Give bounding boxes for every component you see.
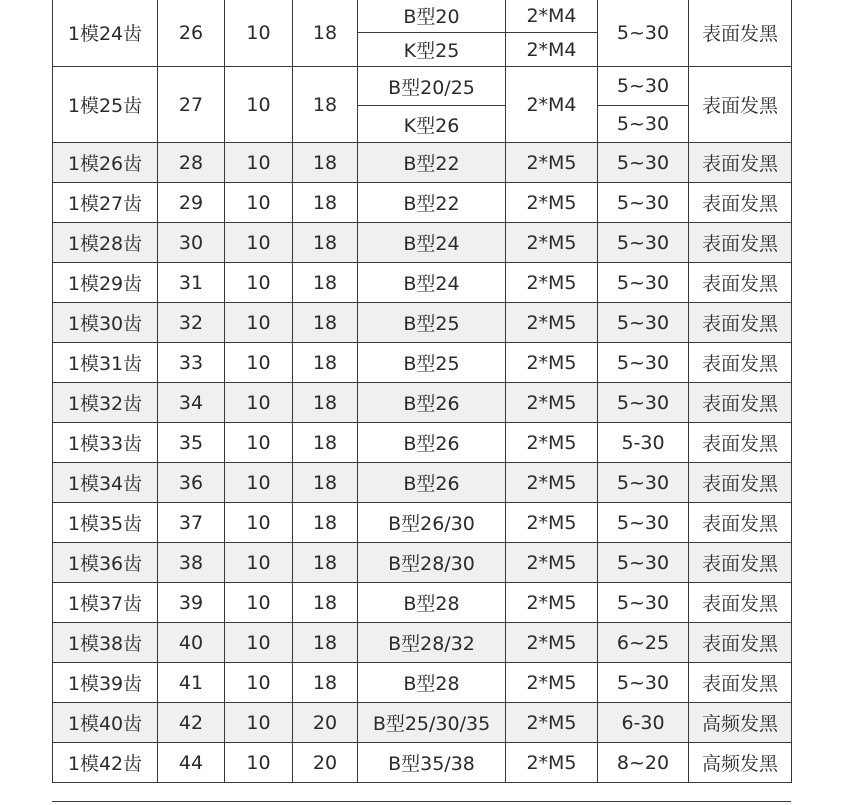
cell-teeth: 41 xyxy=(158,663,225,703)
table-row xyxy=(53,743,792,783)
cell-name: 1模28齿 xyxy=(53,223,158,263)
cell-screw: 2*M5 xyxy=(506,503,598,543)
cell-teeth: 32 xyxy=(158,303,225,343)
cell-range: 5~30 xyxy=(598,303,689,343)
cell-width: 10 xyxy=(225,743,293,783)
cell-bore: B型26 xyxy=(358,423,506,463)
cell-name: 1模32齿 xyxy=(53,383,158,423)
cell-range: 5~30 xyxy=(598,543,689,583)
cell-teeth: 40 xyxy=(158,623,225,663)
cell-range: 5~30 xyxy=(598,183,689,223)
cell-width: 10 xyxy=(225,67,293,143)
cell-teeth: 38 xyxy=(158,543,225,583)
gear-spec-table xyxy=(52,0,792,783)
cell-boss: 18 xyxy=(293,143,358,183)
cell-boss: 20 xyxy=(293,703,358,743)
cell-range: 5~30 xyxy=(598,503,689,543)
cell-screw: 2*M5 xyxy=(506,623,598,663)
cell-boss: 18 xyxy=(293,67,358,143)
cell-width: 10 xyxy=(225,143,293,183)
cell-range: 5~30 xyxy=(598,583,689,623)
cell-name: 1模34齿 xyxy=(53,463,158,503)
cell-range: 5~30 xyxy=(598,0,689,67)
cell-name: 1模29齿 xyxy=(53,263,158,303)
cell-teeth: 27 xyxy=(158,67,225,143)
cell-screw: 2*M5 xyxy=(506,223,598,263)
cell-range: 5~30 xyxy=(598,67,689,106)
table-row xyxy=(53,303,792,343)
cell-boss: 18 xyxy=(293,663,358,703)
cell-boss: 18 xyxy=(293,383,358,423)
cell-range: 5~30 xyxy=(598,223,689,263)
cell-bore: B型20 xyxy=(358,0,506,33)
cell-name: 1模33齿 xyxy=(53,423,158,463)
cell-teeth: 26 xyxy=(158,0,225,67)
cell-teeth: 44 xyxy=(158,743,225,783)
cell-bore: B型25 xyxy=(358,343,506,383)
cell-bore: B型26 xyxy=(358,463,506,503)
table-row xyxy=(53,703,792,743)
cell-boss: 20 xyxy=(293,743,358,783)
cell-bore: B型22 xyxy=(358,143,506,183)
table-body xyxy=(53,0,792,783)
table-row xyxy=(53,0,792,33)
cell-range: 5~30 xyxy=(598,343,689,383)
cell-name: 1模27齿 xyxy=(53,183,158,223)
cell-finish: 表面发黑 xyxy=(689,663,792,703)
cell-teeth: 36 xyxy=(158,463,225,503)
cell-screw: 2*M5 xyxy=(506,343,598,383)
cell-width: 10 xyxy=(225,663,293,703)
cell-bore: B型24 xyxy=(358,223,506,263)
cell-teeth: 34 xyxy=(158,383,225,423)
cell-teeth: 33 xyxy=(158,343,225,383)
cell-screw: 2*M5 xyxy=(506,183,598,223)
cell-bore: B型26 xyxy=(358,383,506,423)
cell-width: 10 xyxy=(225,503,293,543)
cell-boss: 18 xyxy=(293,263,358,303)
cell-teeth: 42 xyxy=(158,703,225,743)
cell-screw: 2*M5 xyxy=(506,143,598,183)
cell-bore: B型25/30/35 xyxy=(358,703,506,743)
cell-range: 5~30 xyxy=(598,106,689,143)
cell-name: 1模25齿 xyxy=(53,67,158,143)
cell-screw: 2*M5 xyxy=(506,463,598,503)
cell-finish: 表面发黑 xyxy=(689,263,792,303)
cell-range: 6~25 xyxy=(598,623,689,663)
cell-name: 1模36齿 xyxy=(53,543,158,583)
cell-screw: 2*M5 xyxy=(506,263,598,303)
cell-teeth: 30 xyxy=(158,223,225,263)
table-row xyxy=(53,143,792,183)
cell-width: 10 xyxy=(225,543,293,583)
cell-name: 1模40齿 xyxy=(53,703,158,743)
cell-screw: 2*M5 xyxy=(506,743,598,783)
cell-screw: 2*M4 xyxy=(506,0,598,33)
cell-teeth: 29 xyxy=(158,183,225,223)
cell-finish: 表面发黑 xyxy=(689,583,792,623)
cell-name: 1模42齿 xyxy=(53,743,158,783)
cell-bore: B型35/38 xyxy=(358,743,506,783)
cell-width: 10 xyxy=(225,0,293,67)
cell-finish: 高频发黑 xyxy=(689,703,792,743)
table-row xyxy=(53,543,792,583)
cell-screw: 2*M5 xyxy=(506,543,598,583)
cell-finish: 表面发黑 xyxy=(689,183,792,223)
cell-finish: 表面发黑 xyxy=(689,0,792,67)
cell-boss: 18 xyxy=(293,583,358,623)
cell-width: 10 xyxy=(225,623,293,663)
cell-width: 10 xyxy=(225,343,293,383)
cell-teeth: 39 xyxy=(158,583,225,623)
cell-width: 10 xyxy=(225,703,293,743)
cell-boss: 18 xyxy=(293,303,358,343)
cell-bore: B型28/30 xyxy=(358,543,506,583)
table-row xyxy=(53,383,792,423)
cell-bore: B型24 xyxy=(358,263,506,303)
cell-width: 10 xyxy=(225,423,293,463)
cell-boss: 18 xyxy=(293,503,358,543)
cell-width: 10 xyxy=(225,223,293,263)
cell-range: 6-30 xyxy=(598,703,689,743)
table-row xyxy=(53,463,792,503)
cell-range: 5~30 xyxy=(598,663,689,703)
table-row xyxy=(53,663,792,703)
cell-bore: B型25 xyxy=(358,303,506,343)
cell-range: 5~30 xyxy=(598,143,689,183)
cell-range: 8~20 xyxy=(598,743,689,783)
cell-teeth: 37 xyxy=(158,503,225,543)
cell-screw: 2*M4 xyxy=(506,33,598,67)
spec-table-container xyxy=(52,0,791,783)
cell-teeth: 28 xyxy=(158,143,225,183)
cell-finish: 表面发黑 xyxy=(689,423,792,463)
cell-finish: 表面发黑 xyxy=(689,383,792,423)
cell-bore: B型28 xyxy=(358,583,506,623)
cell-bore: B型28 xyxy=(358,663,506,703)
cell-name: 1模30齿 xyxy=(53,303,158,343)
table-row xyxy=(53,623,792,663)
cell-finish: 表面发黑 xyxy=(689,623,792,663)
cell-teeth: 35 xyxy=(158,423,225,463)
cell-range: 5-30 xyxy=(598,423,689,463)
cell-name: 1模38齿 xyxy=(53,623,158,663)
cell-finish: 表面发黑 xyxy=(689,143,792,183)
cell-screw: 2*M5 xyxy=(506,583,598,623)
cell-boss: 18 xyxy=(293,623,358,663)
cell-boss: 18 xyxy=(293,543,358,583)
cell-name: 1模39齿 xyxy=(53,663,158,703)
cell-finish: 表面发黑 xyxy=(689,67,792,143)
cell-range: 5~30 xyxy=(598,463,689,503)
cell-bore: K型26 xyxy=(358,106,506,143)
cell-screw: 2*M5 xyxy=(506,423,598,463)
table-row xyxy=(53,223,792,263)
table-continuation-edge xyxy=(52,801,791,805)
cell-bore: B型26/30 xyxy=(358,503,506,543)
cell-finish: 表面发黑 xyxy=(689,543,792,583)
table-row xyxy=(53,263,792,303)
table-row xyxy=(53,343,792,383)
table-row xyxy=(53,67,792,106)
cell-finish: 表面发黑 xyxy=(689,503,792,543)
table-row xyxy=(53,183,792,223)
cell-width: 10 xyxy=(225,583,293,623)
table-row xyxy=(53,583,792,623)
cell-boss: 18 xyxy=(293,343,358,383)
cell-finish: 表面发黑 xyxy=(689,303,792,343)
cell-name: 1模37齿 xyxy=(53,583,158,623)
cell-name: 1模35齿 xyxy=(53,503,158,543)
cell-width: 10 xyxy=(225,183,293,223)
cell-width: 10 xyxy=(225,383,293,423)
cell-boss: 18 xyxy=(293,183,358,223)
cell-screw: 2*M5 xyxy=(506,703,598,743)
cell-range: 5~30 xyxy=(598,383,689,423)
cell-screw: 2*M5 xyxy=(506,303,598,343)
cell-screw: 2*M4 xyxy=(506,67,598,143)
cell-bore: B型20/25 xyxy=(358,67,506,106)
cell-range: 5~30 xyxy=(598,263,689,303)
cell-boss: 18 xyxy=(293,223,358,263)
cell-screw: 2*M5 xyxy=(506,383,598,423)
cell-name: 1模26齿 xyxy=(53,143,158,183)
cell-finish: 表面发黑 xyxy=(689,343,792,383)
cell-boss: 18 xyxy=(293,0,358,67)
cell-width: 10 xyxy=(225,463,293,503)
cell-bore: B型22 xyxy=(358,183,506,223)
cell-screw: 2*M5 xyxy=(506,663,598,703)
cell-name: 1模31齿 xyxy=(53,343,158,383)
cell-bore: K型25 xyxy=(358,33,506,67)
cell-boss: 18 xyxy=(293,423,358,463)
cell-finish: 表面发黑 xyxy=(689,223,792,263)
cell-finish: 高频发黑 xyxy=(689,743,792,783)
cell-finish: 表面发黑 xyxy=(689,463,792,503)
cell-name: 1模24齿 xyxy=(53,0,158,67)
cell-bore: B型28/32 xyxy=(358,623,506,663)
cell-boss: 18 xyxy=(293,463,358,503)
table-row xyxy=(53,503,792,543)
cell-width: 10 xyxy=(225,263,293,303)
cell-width: 10 xyxy=(225,303,293,343)
cell-teeth: 31 xyxy=(158,263,225,303)
table-row xyxy=(53,423,792,463)
